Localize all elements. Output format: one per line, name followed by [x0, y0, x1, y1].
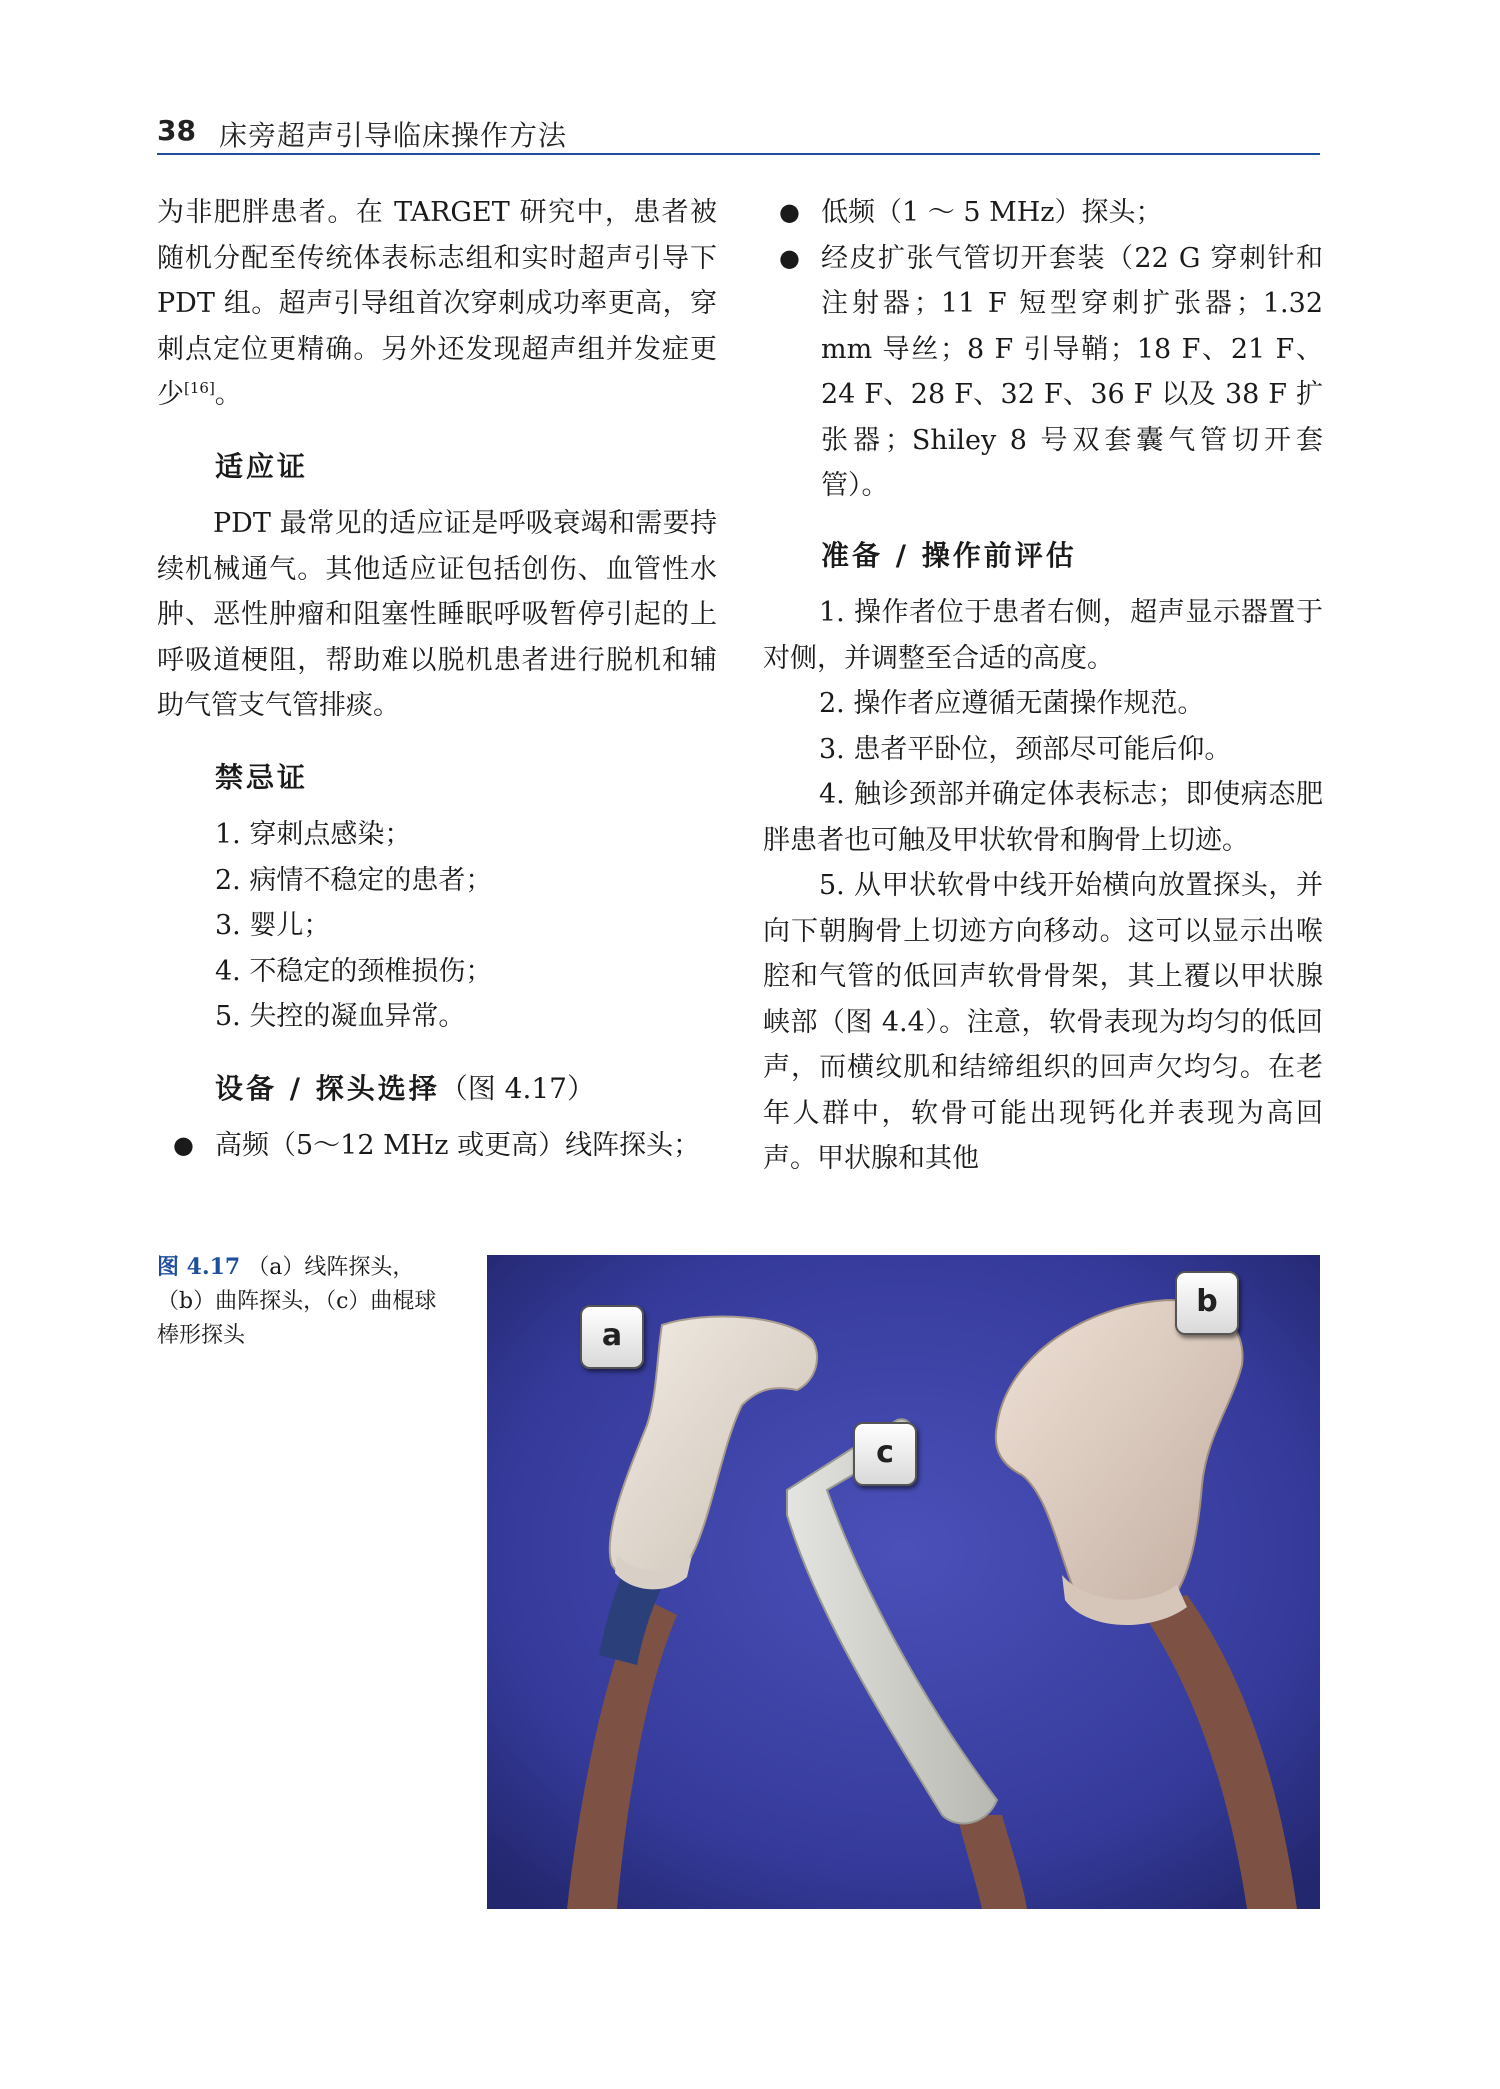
figure-label: 图 4.17 [157, 1254, 241, 1280]
page-number: 38 [157, 114, 196, 147]
running-title: 床旁超声引导临床操作方法 [219, 119, 568, 152]
ultrasound-probes-photo [487, 1255, 1320, 1909]
contra-item: 1. 穿刺点感染； [215, 819, 412, 850]
intro-text: 为非肥胖患者。在 TARGET 研究中，患者被随机分配至传统体表标志组和实时超声引导下 PDT 组。超声引导组首次穿刺成功率更高，穿刺点定位更精确。另外还发现超声组并发症更少 [157, 197, 717, 410]
left-column [157, 190, 717, 1169]
list-item-text: 高频（5～12 MHz 或更高）线阵探头； [215, 1130, 701, 1161]
indications-heading: 适应证 [215, 449, 309, 483]
prep-paragraph: 3. 患者平卧位，颈部尽可能后仰。 [819, 733, 1232, 765]
equipment-heading [215, 1066, 717, 1112]
list-item-text: 低频（1 ～ 5 MHz）探头； [821, 197, 1163, 228]
right-column [763, 190, 1323, 1182]
prep-paragraph: 5. 从甲状软骨中线开始横向放置探头，并向下朝胸骨上切迹方向移动。这可以显示出喉腔和气管的低回声软骨骨架，其上覆以甲状腺峡部（图 4.4）。注意，软骨表现为均匀的低回声，而横纹肌和结缔组织的回声欠均匀。在老年人群中，软骨可能出现钙化并表现为高回声。甲状腺和其他 [763, 870, 1323, 1174]
equipment-list-continued [763, 190, 1323, 509]
label-tag-a: a [580, 1305, 644, 1369]
equipment-figure-ref: （图 4.17） [439, 1071, 595, 1105]
page-header [157, 110, 1320, 154]
indications-paragraph: PDT 最常见的适应证是呼吸衰竭和需要持续机械通气。其他适应证包括创伤、血管性水肿、恶性肿瘤和阻塞性睡眠呼吸暂停引起的上呼吸道梗阻，帮助难以脱机患者进行脱机和辅助气管支气管排痰。 [157, 508, 717, 721]
contra-item: 5. 失控的凝血异常。 [215, 1001, 466, 1032]
prep-paragraph: 1. 操作者位于患者右侧，超声显示器置于对侧，并调整至合适的高度。 [763, 597, 1323, 674]
list-item [763, 236, 1323, 509]
bullet-icon: ● [779, 243, 800, 272]
intro-paragraph [157, 190, 717, 418]
equipment-list [157, 1123, 717, 1169]
citation-ref: [16] [184, 379, 215, 397]
prep-paragraph: 4. 触诊颈部并确定体表标志；即使病态肥胖患者也可触及甲状软骨和胸骨上切迹。 [763, 779, 1323, 856]
figure-caption [157, 1250, 447, 1353]
equipment-heading-text: 设备 / 探头选择 [215, 1071, 440, 1105]
label-tag-b: b [1175, 1271, 1239, 1335]
list-item [763, 190, 1323, 236]
prep-paragraph: 2. 操作者应遵循无菌操作规范。 [819, 688, 1205, 719]
preparation-heading: 准备 / 操作前评估 [821, 538, 1077, 572]
label-tag-c: c [853, 1422, 917, 1486]
contra-item: 3. 婴儿； [215, 910, 331, 941]
contra-item: 2. 病情不稳定的患者； [215, 864, 493, 896]
bullet-icon: ● [173, 1131, 194, 1159]
intro-end: 。 [214, 379, 242, 410]
header-rule [157, 153, 1320, 155]
bullet-icon: ● [779, 198, 800, 226]
figure-caption-text: （a）线阵探头，（b）曲阵探头，（c）曲棍球棒形探头 [157, 1255, 437, 1348]
contraindications-heading: 禁忌证 [215, 760, 309, 794]
list-item [157, 1123, 717, 1169]
list-item-text: 经皮扩张气管切开套装（22 G 穿刺针和注射器；11 F 短型穿刺扩张器；1.32 mm 导丝；8 F 引导鞘；18 F、21 F、24 F、28 F、32 F、36 F 以及 38 F 扩张器；Shiley 8 号双套囊气管切开套管）。 [821, 242, 1323, 501]
contra-item: 4. 不稳定的颈椎损伤； [215, 955, 493, 987]
